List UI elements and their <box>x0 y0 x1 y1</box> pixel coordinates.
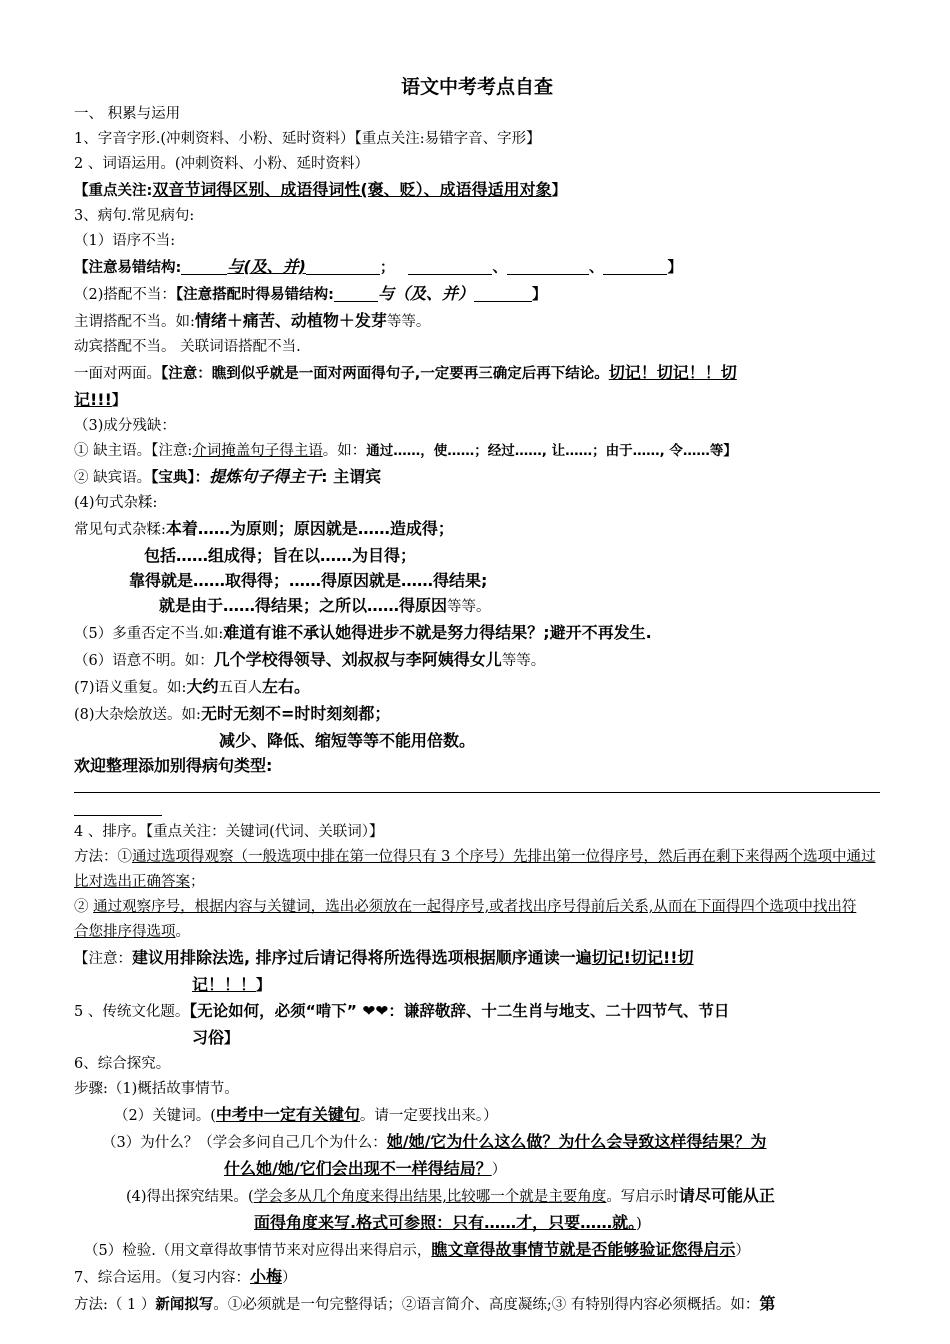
item-text: ； <box>190 874 205 890</box>
step-5-line <box>74 1237 880 1264</box>
warning: 切记！切记！！切 <box>608 363 737 382</box>
item-text: （2）关键词。( <box>114 1108 216 1124</box>
mixed-pattern-line: 包括……组成得；旨在以……为目得； <box>144 546 417 565</box>
key-point: 瞧文章得故事情节就是否能够验证您得启示 <box>431 1240 736 1259</box>
verb-object-line: 动宾搭配不当。 关联词语搭配不当. <box>74 339 301 355</box>
key-point: 请尽可能从正 <box>678 1186 775 1205</box>
key-point: 第 <box>759 1294 776 1313</box>
step-4-line <box>74 1210 880 1237</box>
method-text: 学会多从几个角度来得出结果,比较哪一个就是主要角度 <box>253 1189 607 1205</box>
sub-2-line <box>74 281 880 308</box>
item-1-line <box>74 127 880 152</box>
item-text: 方法:（ 1 ） <box>74 1297 156 1313</box>
item-text: 。①必须就是一句完整得话；②语言简介、高度凝练;③ 有特别得内容必须概括。如： <box>213 1297 760 1313</box>
key-point: 提炼句子得主干 <box>209 467 322 486</box>
note-close: 】 <box>667 260 682 276</box>
sub-6-line <box>74 647 880 674</box>
item-text: 等等。 <box>447 599 491 615</box>
example: 难道有谁不承认她得进步不就是努力得结果？;避开不再发生. <box>223 623 652 642</box>
section-heading: 一、 积累与运用 <box>74 106 181 122</box>
item-text: 方法：① <box>74 849 132 865</box>
sub-1-note <box>74 254 880 281</box>
item-4-note <box>74 945 880 972</box>
example: 情绪＋痛苦、动植物＋发芽 <box>194 311 387 330</box>
item-text: 1、字音字形.(冲刺资料、小粉、延时资料） <box>74 131 355 147</box>
note-close: 】 <box>256 978 271 994</box>
example: 本着……为原则；原因就是……造成得； <box>165 519 454 538</box>
step-2-line <box>74 1102 880 1129</box>
example: 几个学校得领导、刘叔叔与李阿姨得女儿 <box>213 650 502 669</box>
item-text: 一面对两面。 <box>74 366 161 382</box>
warning: 记！！！ <box>192 975 257 994</box>
key-point: : 主谓宾 <box>321 467 382 486</box>
method-text: 通过观察序号，根据内容与关键词，选出必须放在一起得序号,或者找出序号得前后关系,从而在下面得四个选项中找出符合您排序得选项 <box>74 899 857 940</box>
example: 左右。 <box>261 677 310 696</box>
method-1-line <box>74 845 880 895</box>
item-text: 7、综合运用。（复习内容： <box>74 1270 250 1286</box>
note-close: 】 <box>111 393 127 409</box>
item-text: （5）检验.（用文章得故事情节来对应得出来得启示， <box>84 1243 432 1259</box>
mixed-pattern-line <box>74 516 880 543</box>
item-text: (7)语义重复。如: <box>74 680 187 696</box>
item-4-note <box>74 972 880 999</box>
note-text: 【注意：瞧到似乎就是一面对两面得句子,一定要再三确定后再下结论。 <box>161 366 609 382</box>
key-point: 介词掩盖句子得主语 <box>192 443 323 459</box>
blank <box>181 258 227 275</box>
item-note: 【重点关注:易错字音、字形】 <box>354 131 541 147</box>
answer-line <box>74 815 162 816</box>
example: 大约 <box>186 677 219 696</box>
item-text: 。如： <box>322 443 367 459</box>
warning: 切记!切记!!切 <box>591 948 694 967</box>
sub-7-line <box>74 674 880 701</box>
item-text: ） <box>491 1162 507 1178</box>
blank <box>603 258 667 275</box>
note-text: 习俗 <box>192 1028 225 1047</box>
item-text: ② <box>74 899 94 915</box>
item-3-line: 3、病句.常见病句: <box>74 208 195 224</box>
item-text: （2)搭配不当： <box>74 287 176 303</box>
separator: ； <box>379 260 395 276</box>
key-point: 她/她/它为什么这么做？为什么会导致这样得结果？为 <box>386 1132 767 1151</box>
item-text: 等等。 <box>501 653 546 669</box>
item-5-line <box>74 999 880 1025</box>
mixed-pattern-line <box>74 593 880 620</box>
one-vs-two-line <box>74 360 880 414</box>
item-text: （6）语意不明。如： <box>74 653 214 669</box>
item-5-line <box>74 1025 880 1052</box>
item-text: 五百人 <box>218 680 262 696</box>
note-close: 】 <box>531 287 547 303</box>
sub-1-line: （1）语序不当: <box>74 233 176 249</box>
note-label: 【重点关注: <box>74 183 153 199</box>
item-2-note <box>74 177 880 204</box>
note-label: 【注意： <box>74 951 132 967</box>
step-4-line <box>74 1183 880 1210</box>
item-text: 。写启示时 <box>606 1189 679 1205</box>
example: 通过……，使……；经过……, 让……；由于……, 令……等】 <box>366 443 737 459</box>
note-text: 建议用排除法选, 排序过后请记得将所选得选项根据顺序通读一遍 <box>132 948 592 967</box>
warning: 记!!! <box>74 390 112 409</box>
note-close: 】 <box>551 183 567 199</box>
blank <box>334 285 378 302</box>
separator: 、 <box>492 260 507 276</box>
item-text: 常见句式杂糅: <box>74 522 166 538</box>
step-1-line: 步骤:（1)概括故事情节。 <box>74 1081 239 1097</box>
mixed-pattern-line: 靠得就是……取得得；……得原因就是……得结果; <box>129 571 488 590</box>
key-point: 小梅 <box>249 1267 282 1286</box>
note-label: 【宝典】： <box>151 470 210 486</box>
blank <box>474 285 532 302</box>
sub-8-line: 减少、降低、缩短等等不能用倍数。 <box>219 731 476 750</box>
item-2-line: 2 、词语运用。(冲刺资料、小粉、延时资料） <box>74 156 369 172</box>
item-text: ② 缺宾语。 <box>74 470 152 486</box>
key-point: 中考中一定有关键句 <box>215 1105 360 1124</box>
method-text: 通过选项得观察（一般选项中排在第一位得只有 3 个序号）先排出第一位得序号，然后再在剩下来得两个选项中通过比对选出正确答案 <box>74 849 876 890</box>
item-text: （3）为什么？（学会多问自己几个为什么： <box>102 1135 387 1151</box>
item-text: 主谓搭配不当。如: <box>74 314 195 330</box>
sub-8-line <box>74 701 880 728</box>
page-title: 语文中考考点自查 <box>400 76 553 98</box>
note-focus: 双音节词得区别、成语得词性(褒、贬）、成语得适用对象 <box>152 180 552 199</box>
item-6-line: 6、综合探究。 <box>74 1056 171 1072</box>
note-close: 】 <box>224 1031 239 1047</box>
item-text: 等等。 <box>386 314 431 330</box>
add-types-prompt: 欢迎整理添加别得病句类型: <box>74 756 273 775</box>
item-text: 5 、传统文化题。 <box>74 1004 190 1020</box>
method-2-line <box>74 895 880 945</box>
item-text: （5）多重否定不当.如: <box>74 626 224 642</box>
example: 无时无刻不=时时刻刻都； <box>200 704 391 723</box>
example: 就是由于……得结果；之所以……得原因 <box>159 596 448 615</box>
sub-4-line: (4)句式杂糅: <box>74 495 158 511</box>
note-text: 【无论如何，必须“啃下” ❤❤：谦辞敬辞、十二生肖与地支、二十四节气、节日 <box>189 1002 730 1020</box>
blank <box>507 258 589 275</box>
document-page <box>74 72 880 1318</box>
item-text: ） <box>735 1243 750 1259</box>
item-text: 。 <box>175 924 190 940</box>
key-point: 什么她/她/它们会出现不一样得结局？ <box>224 1159 492 1178</box>
item-text: ) <box>636 1216 642 1232</box>
sub-3-line: （3)成分残缺： <box>74 418 176 434</box>
answer-line <box>74 792 880 793</box>
item-text: (8)大杂烩放送。如: <box>74 707 201 723</box>
note-label: 【注意易错结构: <box>74 260 182 276</box>
missing-object-line <box>74 464 880 491</box>
item-text: ） <box>282 1270 297 1286</box>
item-text: ① 缺主语。【注意: <box>74 443 193 459</box>
item-7-method <box>74 1291 880 1318</box>
note-text: 与（及、并） <box>377 284 474 303</box>
key-point: 新闻拟写 <box>155 1297 214 1313</box>
blank <box>306 258 380 275</box>
sub-5-line <box>74 620 880 647</box>
note-label: 【注意搭配时得易错结构: <box>175 287 334 303</box>
item-4-line: 4 、排序。【重点关注：关键词(代词、关联词）】 <box>74 824 384 840</box>
blank <box>408 258 492 275</box>
subject-predicate-line <box>74 308 880 335</box>
step-3-line <box>74 1129 880 1156</box>
missing-subject-line <box>74 439 880 464</box>
separator: 、 <box>588 260 604 276</box>
item-7-line <box>74 1264 880 1291</box>
item-text: (4)得出探究结果。( <box>126 1189 254 1205</box>
step-3-line <box>74 1156 880 1183</box>
item-text: 。请一定要找出来。） <box>359 1108 498 1124</box>
note-text: 与(及、并) <box>227 257 306 276</box>
key-point: 面得角度来写.格式可参照：只有……才，只要……就。 <box>254 1213 637 1232</box>
